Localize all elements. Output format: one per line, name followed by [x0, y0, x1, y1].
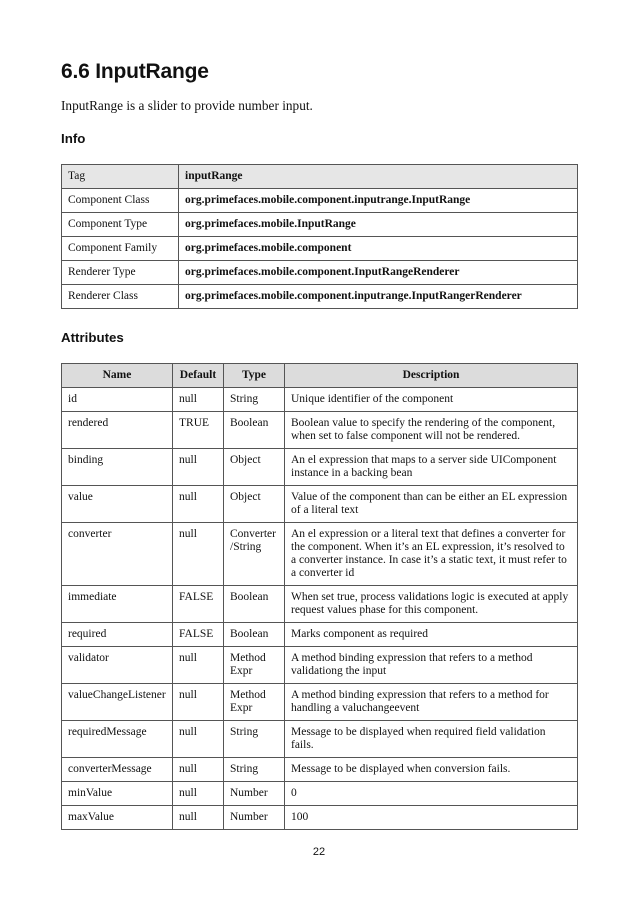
- attribute-type: Method Expr: [224, 647, 285, 684]
- table-row: [62, 213, 578, 237]
- attribute-type: Object: [224, 449, 285, 486]
- attribute-default: null: [173, 523, 224, 586]
- attribute-description: 100: [285, 806, 578, 830]
- attribute-default: null: [173, 782, 224, 806]
- attribute-name: id: [62, 388, 173, 412]
- attribute-default: FALSE: [173, 623, 224, 647]
- attribute-default: TRUE: [173, 412, 224, 449]
- attributes-heading: Attributes: [61, 330, 124, 345]
- attribute-description: Boolean value to specify the rendering of the component, when set to false component will not be rendered.: [285, 412, 578, 449]
- table-row: [62, 449, 578, 486]
- info-value: org.primefaces.mobile.component.inputrange.InputRangerRenderer: [179, 285, 578, 309]
- table-row: [62, 684, 578, 721]
- attribute-description: Value of the component than can be either an EL expression of a literal text: [285, 486, 578, 523]
- attribute-name: valueChangeListener: [62, 684, 173, 721]
- attribute-type: String: [224, 758, 285, 782]
- column-header-default: Default: [173, 364, 224, 388]
- info-key: Renderer Class: [62, 285, 179, 309]
- attribute-type: String: [224, 388, 285, 412]
- attribute-type: Number: [224, 782, 285, 806]
- attribute-default: null: [173, 806, 224, 830]
- attribute-type: Boolean: [224, 586, 285, 623]
- attribute-default: FALSE: [173, 586, 224, 623]
- column-header-type: Type: [224, 364, 285, 388]
- attribute-type: Boolean: [224, 623, 285, 647]
- info-value: org.primefaces.mobile.component.inputrange.InputRange: [179, 189, 578, 213]
- table-row: [62, 782, 578, 806]
- table-row: [62, 806, 578, 830]
- attribute-description: 0: [285, 782, 578, 806]
- attribute-default: null: [173, 647, 224, 684]
- column-header-name: Name: [62, 364, 173, 388]
- attribute-default: null: [173, 684, 224, 721]
- info-value: org.primefaces.mobile.InputRange: [179, 213, 578, 237]
- attribute-description: Unique identifier of the component: [285, 388, 578, 412]
- attribute-type: Method Expr: [224, 684, 285, 721]
- info-value: org.primefaces.mobile.component.InputRangeRenderer: [179, 261, 578, 285]
- attribute-name: rendered: [62, 412, 173, 449]
- attribute-default: null: [173, 721, 224, 758]
- attribute-type: Number: [224, 806, 285, 830]
- table-header-row: [62, 364, 578, 388]
- attribute-description: Marks component as required: [285, 623, 578, 647]
- attribute-type: Converter /String: [224, 523, 285, 586]
- column-header-description: Description: [285, 364, 578, 388]
- info-key: Component Family: [62, 237, 179, 261]
- table-row: [62, 486, 578, 523]
- attribute-type: Object: [224, 486, 285, 523]
- attribute-description: An el expression or a literal text that defines a converter for the component. When it’s an EL expression, it’s resolved to a converter instance. In case it’s a static text, it must refer to a converter id: [285, 523, 578, 586]
- attribute-default: null: [173, 758, 224, 782]
- table-row: [62, 189, 578, 213]
- table-row: [62, 388, 578, 412]
- attribute-description: When set true, process validations logic is executed at apply request values phase for this component.: [285, 586, 578, 623]
- table-row: [62, 523, 578, 586]
- attribute-name: minValue: [62, 782, 173, 806]
- table-row: [62, 285, 578, 309]
- info-value: inputRange: [179, 165, 578, 189]
- table-row: [62, 412, 578, 449]
- attribute-type: Boolean: [224, 412, 285, 449]
- section-title: 6.6 InputRange: [61, 60, 209, 83]
- attribute-default: null: [173, 486, 224, 523]
- info-key: Tag: [62, 165, 179, 189]
- table-row: [62, 586, 578, 623]
- attribute-name: requiredMessage: [62, 721, 173, 758]
- table-row: [62, 165, 578, 189]
- intro-text: InputRange is a slider to provide number input.: [61, 98, 313, 113]
- table-row: [62, 623, 578, 647]
- attribute-type: String: [224, 721, 285, 758]
- attribute-name: value: [62, 486, 173, 523]
- info-heading: Info: [61, 131, 86, 146]
- attribute-description: An el expression that maps to a server side UIComponent instance in a backing bean: [285, 449, 578, 486]
- info-key: Component Type: [62, 213, 179, 237]
- table-row: [62, 647, 578, 684]
- attribute-name: binding: [62, 449, 173, 486]
- info-value: org.primefaces.mobile.component: [179, 237, 578, 261]
- info-key: Component Class: [62, 189, 179, 213]
- attribute-name: validator: [62, 647, 173, 684]
- info-key: Renderer Type: [62, 261, 179, 285]
- attribute-description: A method binding expression that refers to a method for handling a valuchangeevent: [285, 684, 578, 721]
- attribute-name: required: [62, 623, 173, 647]
- attribute-name: maxValue: [62, 806, 173, 830]
- attribute-description: Message to be displayed when conversion fails.: [285, 758, 578, 782]
- table-row: [62, 758, 578, 782]
- attribute-name: converter: [62, 523, 173, 586]
- table-row: [62, 721, 578, 758]
- table-row: [62, 237, 578, 261]
- attributes-table: [61, 363, 578, 830]
- attribute-default: null: [173, 388, 224, 412]
- attribute-description: A method binding expression that refers to a method validationg the input: [285, 647, 578, 684]
- attribute-description: Message to be displayed when required field validation fails.: [285, 721, 578, 758]
- page-number: 22: [312, 846, 326, 858]
- attribute-name: converterMessage: [62, 758, 173, 782]
- table-row: [62, 261, 578, 285]
- info-table: [61, 164, 578, 309]
- attribute-name: immediate: [62, 586, 173, 623]
- attribute-default: null: [173, 449, 224, 486]
